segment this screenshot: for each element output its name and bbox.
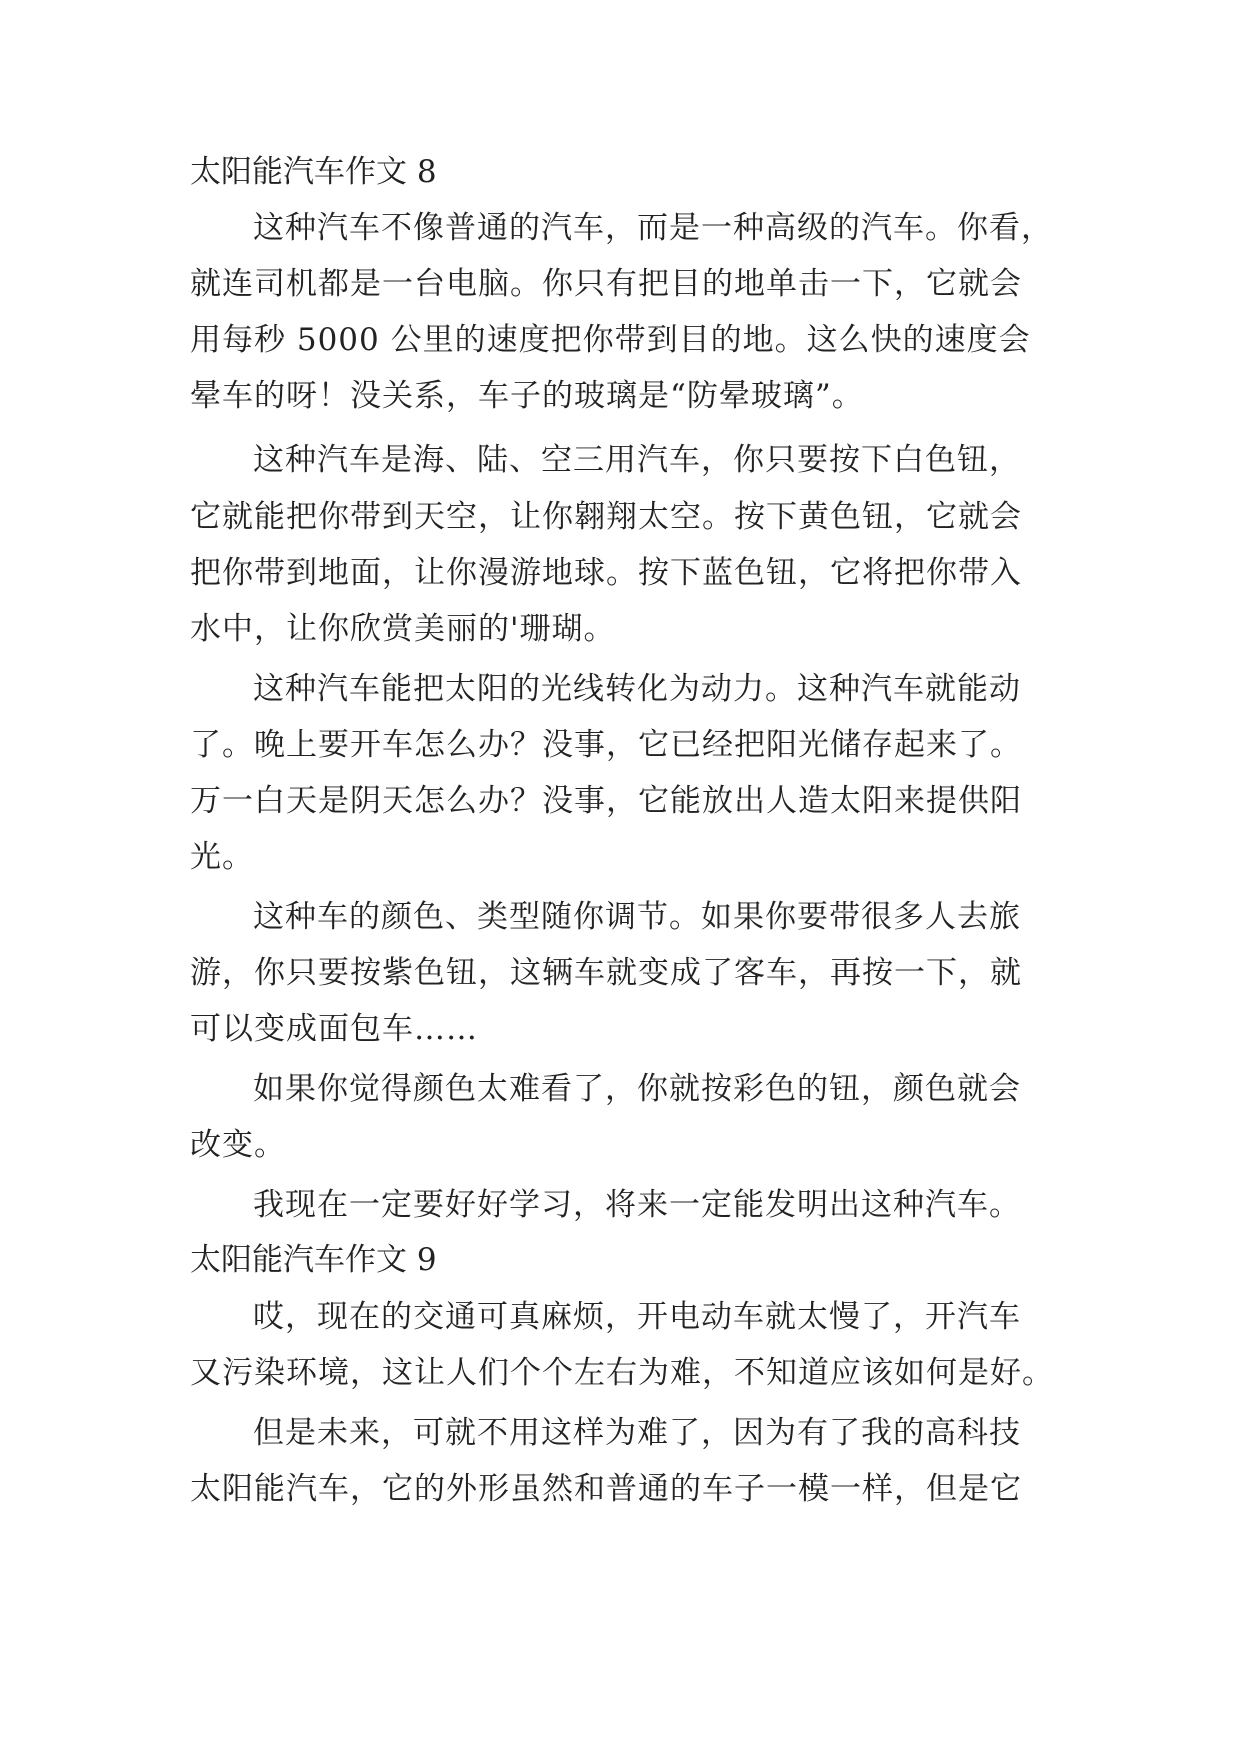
paragraph-3-line-3: 万一白天是阴天怎么办？没事，它能放出人造太阳来提供阳 bbox=[190, 783, 1022, 819]
paragraph-7-line-1: 哎，现在的交通可真麻烦，开电动车就太慢了，开汽车 bbox=[253, 1299, 1021, 1335]
paragraph-2-line-1: 这种汽车是海、陆、空三用汽车，你只要按下白色钮， bbox=[253, 442, 1021, 478]
paragraph-2-line-2: 它就能把你带到天空，让你翱翔太空。按下黄色钮，它就会 bbox=[190, 499, 1022, 535]
essay-heading-8: 太阳能汽车作文 8 bbox=[190, 154, 437, 190]
paragraph-5-line-1: 如果你觉得颜色太难看了，你就按彩色的钮，颜色就会 bbox=[253, 1071, 1021, 1107]
paragraph-8-line-1: 但是未来，可就不用这样为难了，因为有了我的高科技 bbox=[253, 1415, 1021, 1451]
paragraph-2-line-4: 水中，让你欣赏美丽的'珊瑚。 bbox=[190, 611, 616, 647]
paragraph-3-line-4: 光。 bbox=[190, 839, 254, 875]
essay-heading-9: 太阳能汽车作文 9 bbox=[190, 1242, 437, 1278]
paragraph-1-line-3: 用每秒 5000 公里的速度把你带到目的地。这么快的速度会 bbox=[190, 322, 1031, 358]
paragraph-7-line-2: 又污染环境，这让人们个个左右为难，不知道应该如何是好。 bbox=[190, 1355, 1054, 1391]
paragraph-1-line-1: 这种汽车不像普通的汽车，而是一种高级的汽车。你看， bbox=[253, 210, 1053, 246]
paragraph-5-line-2: 改变。 bbox=[190, 1127, 286, 1163]
paragraph-4-line-1: 这种车的颜色、类型随你调节。如果你要带很多人去旅 bbox=[253, 899, 1021, 935]
paragraph-6-line-1: 我现在一定要好好学习，将来一定能发明出这种汽车。 bbox=[253, 1187, 1021, 1223]
paragraph-4-line-2: 游，你只要按紫色钮，这辆车就变成了客车，再按一下，就 bbox=[190, 955, 1022, 991]
paragraph-2-line-3: 把你带到地面，让你漫游地球。按下蓝色钮，它将把你带入 bbox=[190, 555, 1022, 591]
paragraph-1-line-4: 晕车的呀！没关系，车子的玻璃是“防晕玻璃”。 bbox=[190, 378, 864, 414]
paragraph-8-line-2: 太阳能汽车，它的外形虽然和普通的车子一模一样，但是它 bbox=[190, 1471, 1022, 1507]
paragraph-1-line-2: 就连司机都是一台电脑。你只有把目的地单击一下，它就会 bbox=[190, 266, 1022, 302]
paragraph-4-line-3: 可以变成面包车…… bbox=[190, 1011, 478, 1047]
paragraph-3-line-1: 这种汽车能把太阳的光线转化为动力。这种汽车就能动 bbox=[253, 671, 1021, 707]
paragraph-3-line-2: 了。晚上要开车怎么办？没事，它已经把阳光储存起来了。 bbox=[190, 727, 1022, 763]
